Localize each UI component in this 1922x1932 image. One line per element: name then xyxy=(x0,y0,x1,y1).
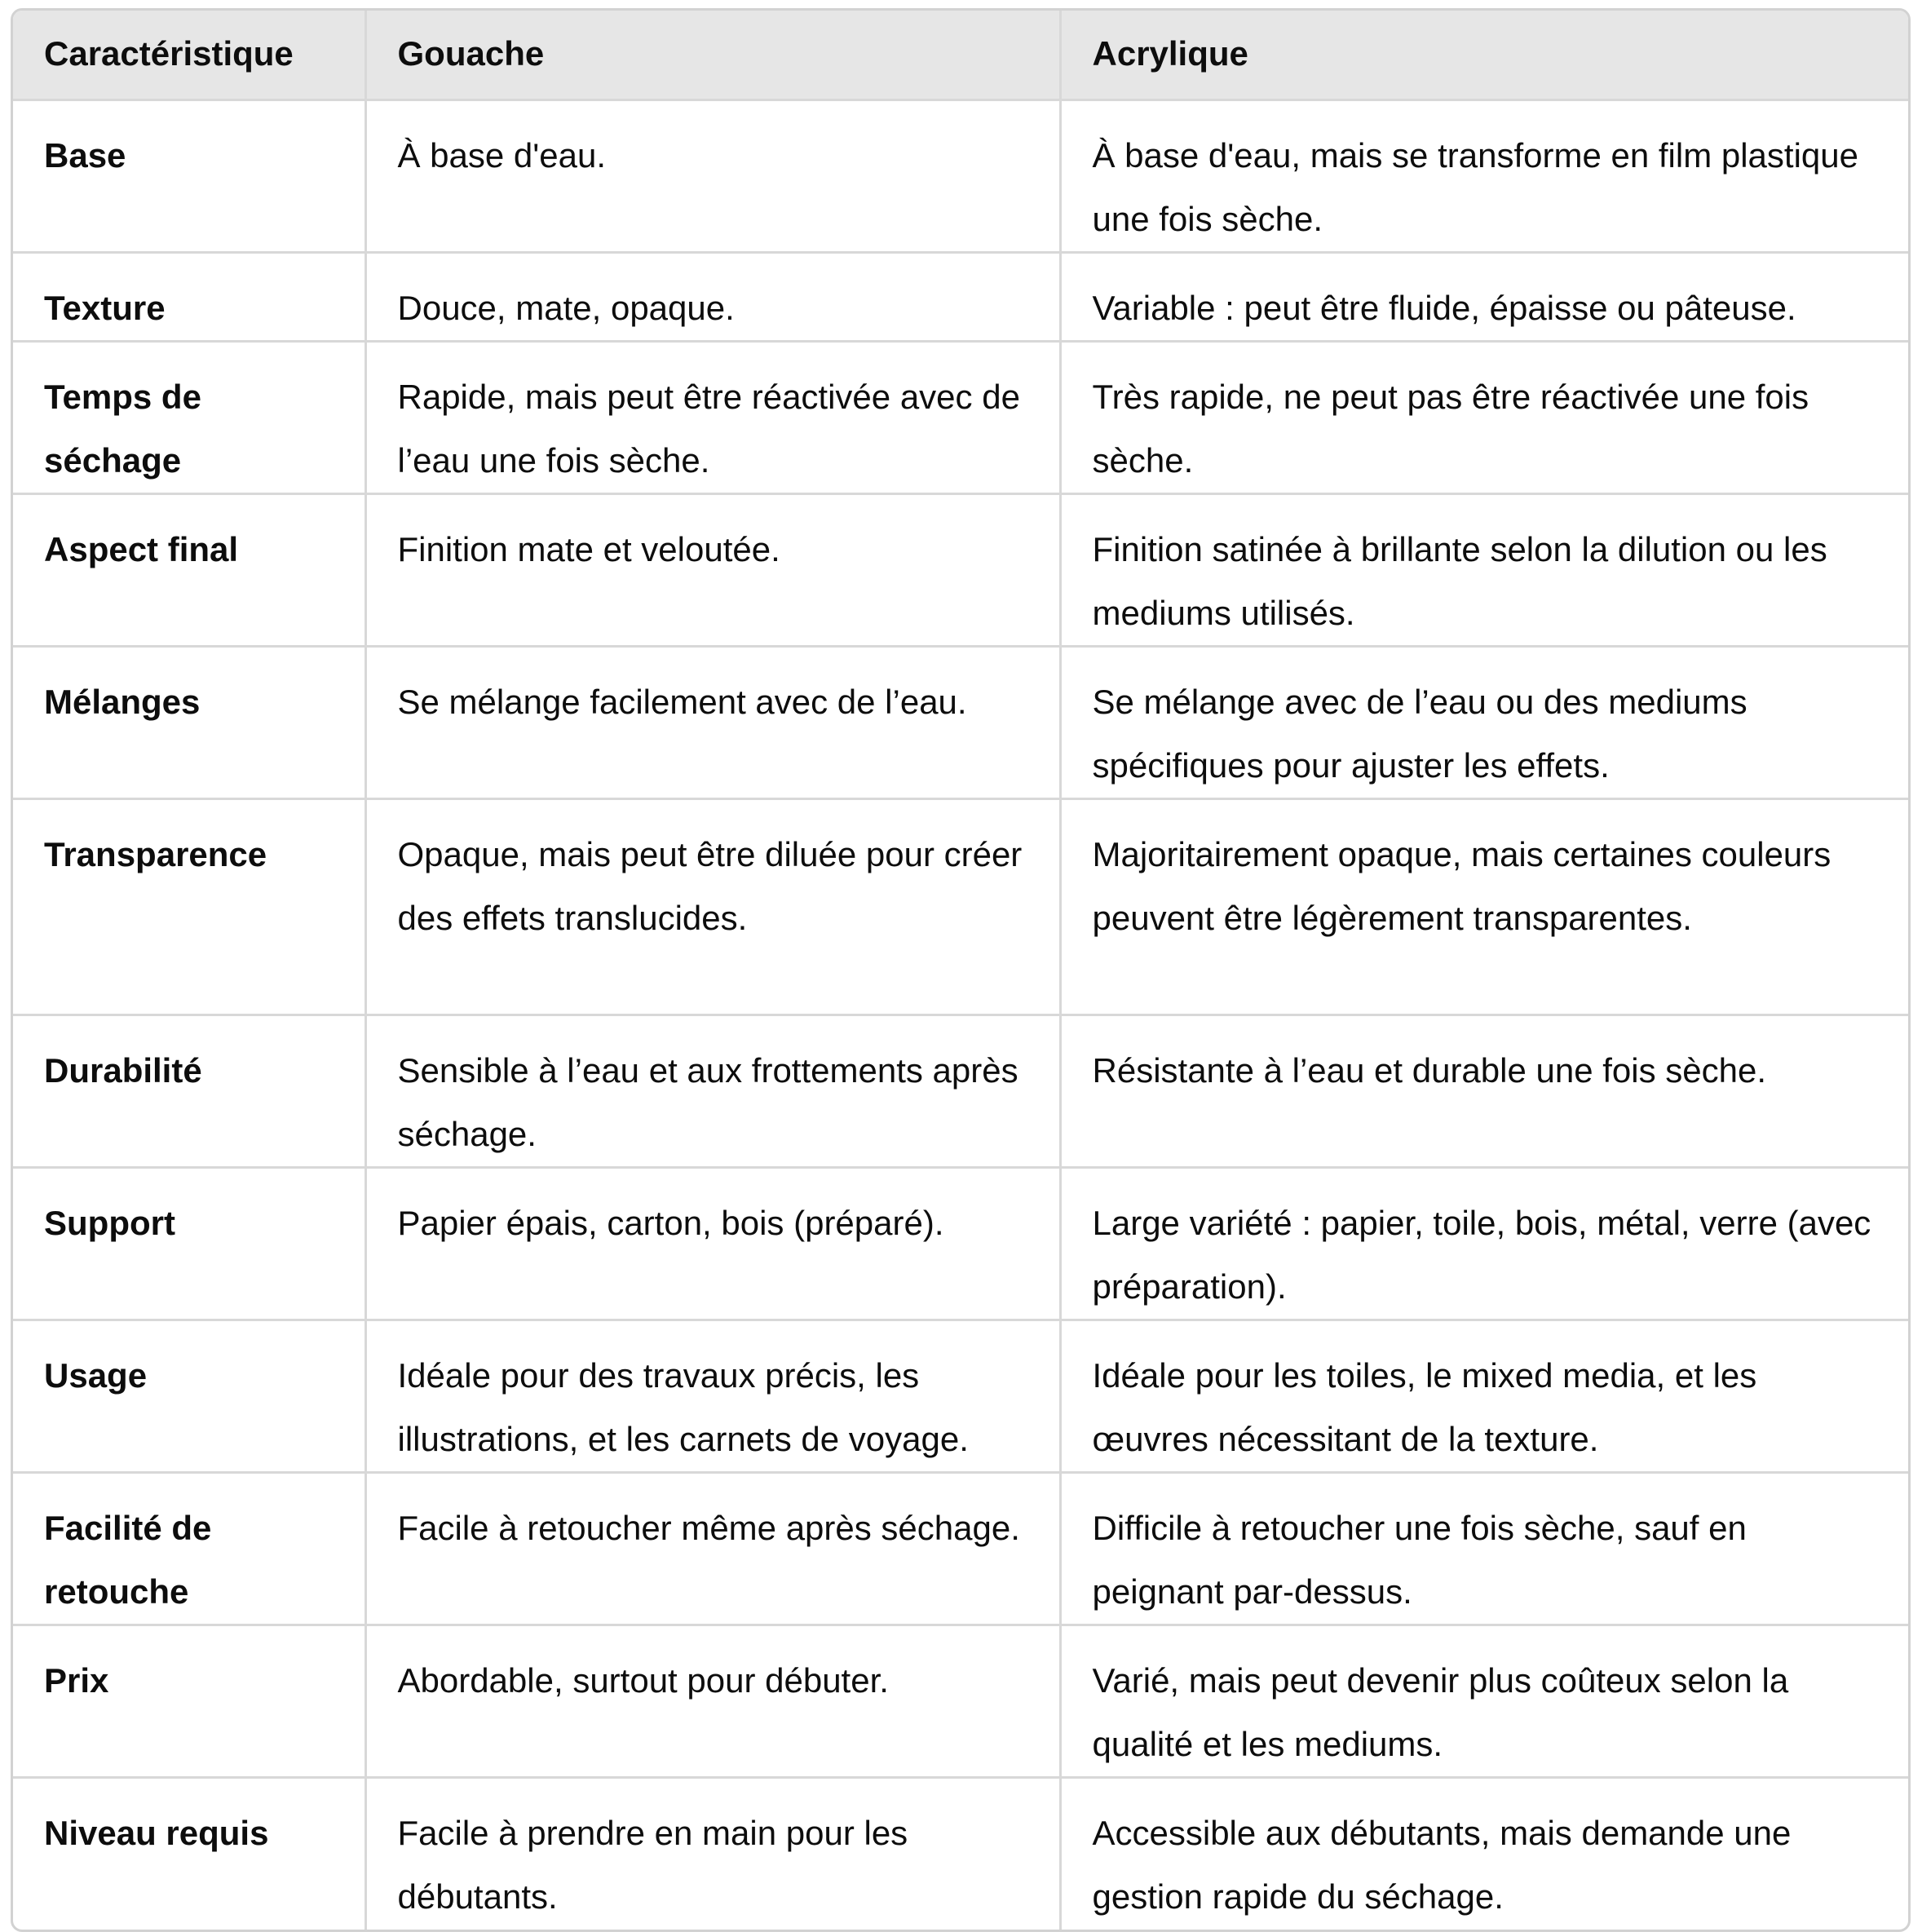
header-characteristic: Caractéristique xyxy=(13,11,365,99)
gouache-cell: Douce, mate, opaque. xyxy=(365,252,1060,341)
table-row xyxy=(13,1167,1908,1320)
feature-cell: Usage xyxy=(13,1320,365,1472)
table-header-row xyxy=(13,11,1908,99)
feature-cell: Base xyxy=(13,99,365,252)
table-row xyxy=(13,493,1908,646)
table-row xyxy=(13,252,1908,341)
gouache-cell: Facile à prendre en main pour les débutants. xyxy=(365,1777,1060,1930)
acrylique-cell: Résistante à l’eau et durable une fois sèche. xyxy=(1060,1015,1908,1167)
table-row xyxy=(13,1320,1908,1472)
feature-cell: Durabilité xyxy=(13,1015,365,1167)
feature-cell: Prix xyxy=(13,1625,365,1777)
acrylique-cell: Varié, mais peut devenir plus coûteux selon la qualité et les mediums. xyxy=(1060,1625,1908,1777)
gouache-cell: Finition mate et veloutée. xyxy=(365,493,1060,646)
acrylique-cell: Large variété : papier, toile, bois, métal, verre (avec préparation). xyxy=(1060,1167,1908,1320)
gouache-cell: Opaque, mais peut être diluée pour créer des effets translucides. xyxy=(365,798,1060,1015)
table-row xyxy=(13,1625,1908,1777)
gouache-cell: Se mélange facilement avec de l’eau. xyxy=(365,646,1060,798)
feature-cell: Niveau requis xyxy=(13,1777,365,1930)
table-row xyxy=(13,798,1908,1015)
gouache-cell: À base d'eau. xyxy=(365,99,1060,252)
feature-cell: Temps de séchage xyxy=(13,341,365,493)
gouache-cell: Idéale pour des travaux précis, les illustrations, et les carnets de voyage. xyxy=(365,1320,1060,1472)
acrylique-cell: Majoritairement opaque, mais certaines couleurs peuvent être légèrement transparentes. xyxy=(1060,798,1908,1015)
acrylique-cell: Finition satinée à brillante selon la dilution ou les mediums utilisés. xyxy=(1060,493,1908,646)
acrylique-cell: Difficile à retoucher une fois sèche, sauf en peignant par-dessus. xyxy=(1060,1472,1908,1625)
header-gouache: Gouache xyxy=(365,11,1060,99)
gouache-cell: Rapide, mais peut être réactivée avec de l’eau une fois sèche. xyxy=(365,341,1060,493)
feature-cell: Texture xyxy=(13,252,365,341)
table-row xyxy=(13,341,1908,493)
acrylique-cell: À base d'eau, mais se transforme en film plastique une fois sèche. xyxy=(1060,99,1908,252)
table-row xyxy=(13,1015,1908,1167)
acrylique-cell: Très rapide, ne peut pas être réactivée une fois sèche. xyxy=(1060,341,1908,493)
feature-cell: Facilité de retouche xyxy=(13,1472,365,1625)
table-row xyxy=(13,99,1908,252)
gouache-cell: Sensible à l’eau et aux frottements après séchage. xyxy=(365,1015,1060,1167)
table-row xyxy=(13,1777,1908,1930)
acrylique-cell: Accessible aux débutants, mais demande une gestion rapide du séchage. xyxy=(1092,1813,1792,1916)
gouache-cell: Abordable, surtout pour débuter. xyxy=(365,1625,1060,1777)
acrylique-cell: Idéale pour les toiles, le mixed media, et les œuvres nécessitant de la texture. xyxy=(1060,1320,1908,1472)
comparison-table-container xyxy=(11,8,1911,1932)
gouache-cell: Papier épais, carton, bois (préparé). xyxy=(365,1167,1060,1320)
acrylique-cell: Variable : peut être fluide, épaisse ou pâteuse. xyxy=(1060,252,1908,341)
feature-cell: Aspect final xyxy=(13,493,365,646)
header-acrylique: Acrylique xyxy=(1060,11,1908,99)
feature-cell: Support xyxy=(13,1167,365,1320)
gouache-cell: Facile à retoucher même après séchage. xyxy=(365,1472,1060,1625)
feature-cell: Transparence xyxy=(13,798,365,1015)
feature-cell: Mélanges xyxy=(13,646,365,798)
table-row xyxy=(13,1472,1908,1625)
comparison-table xyxy=(13,11,1908,1930)
acrylique-cell: Se mélange avec de l’eau ou des mediums spécifiques pour ajuster les effets. xyxy=(1060,646,1908,798)
table-row xyxy=(13,646,1908,798)
